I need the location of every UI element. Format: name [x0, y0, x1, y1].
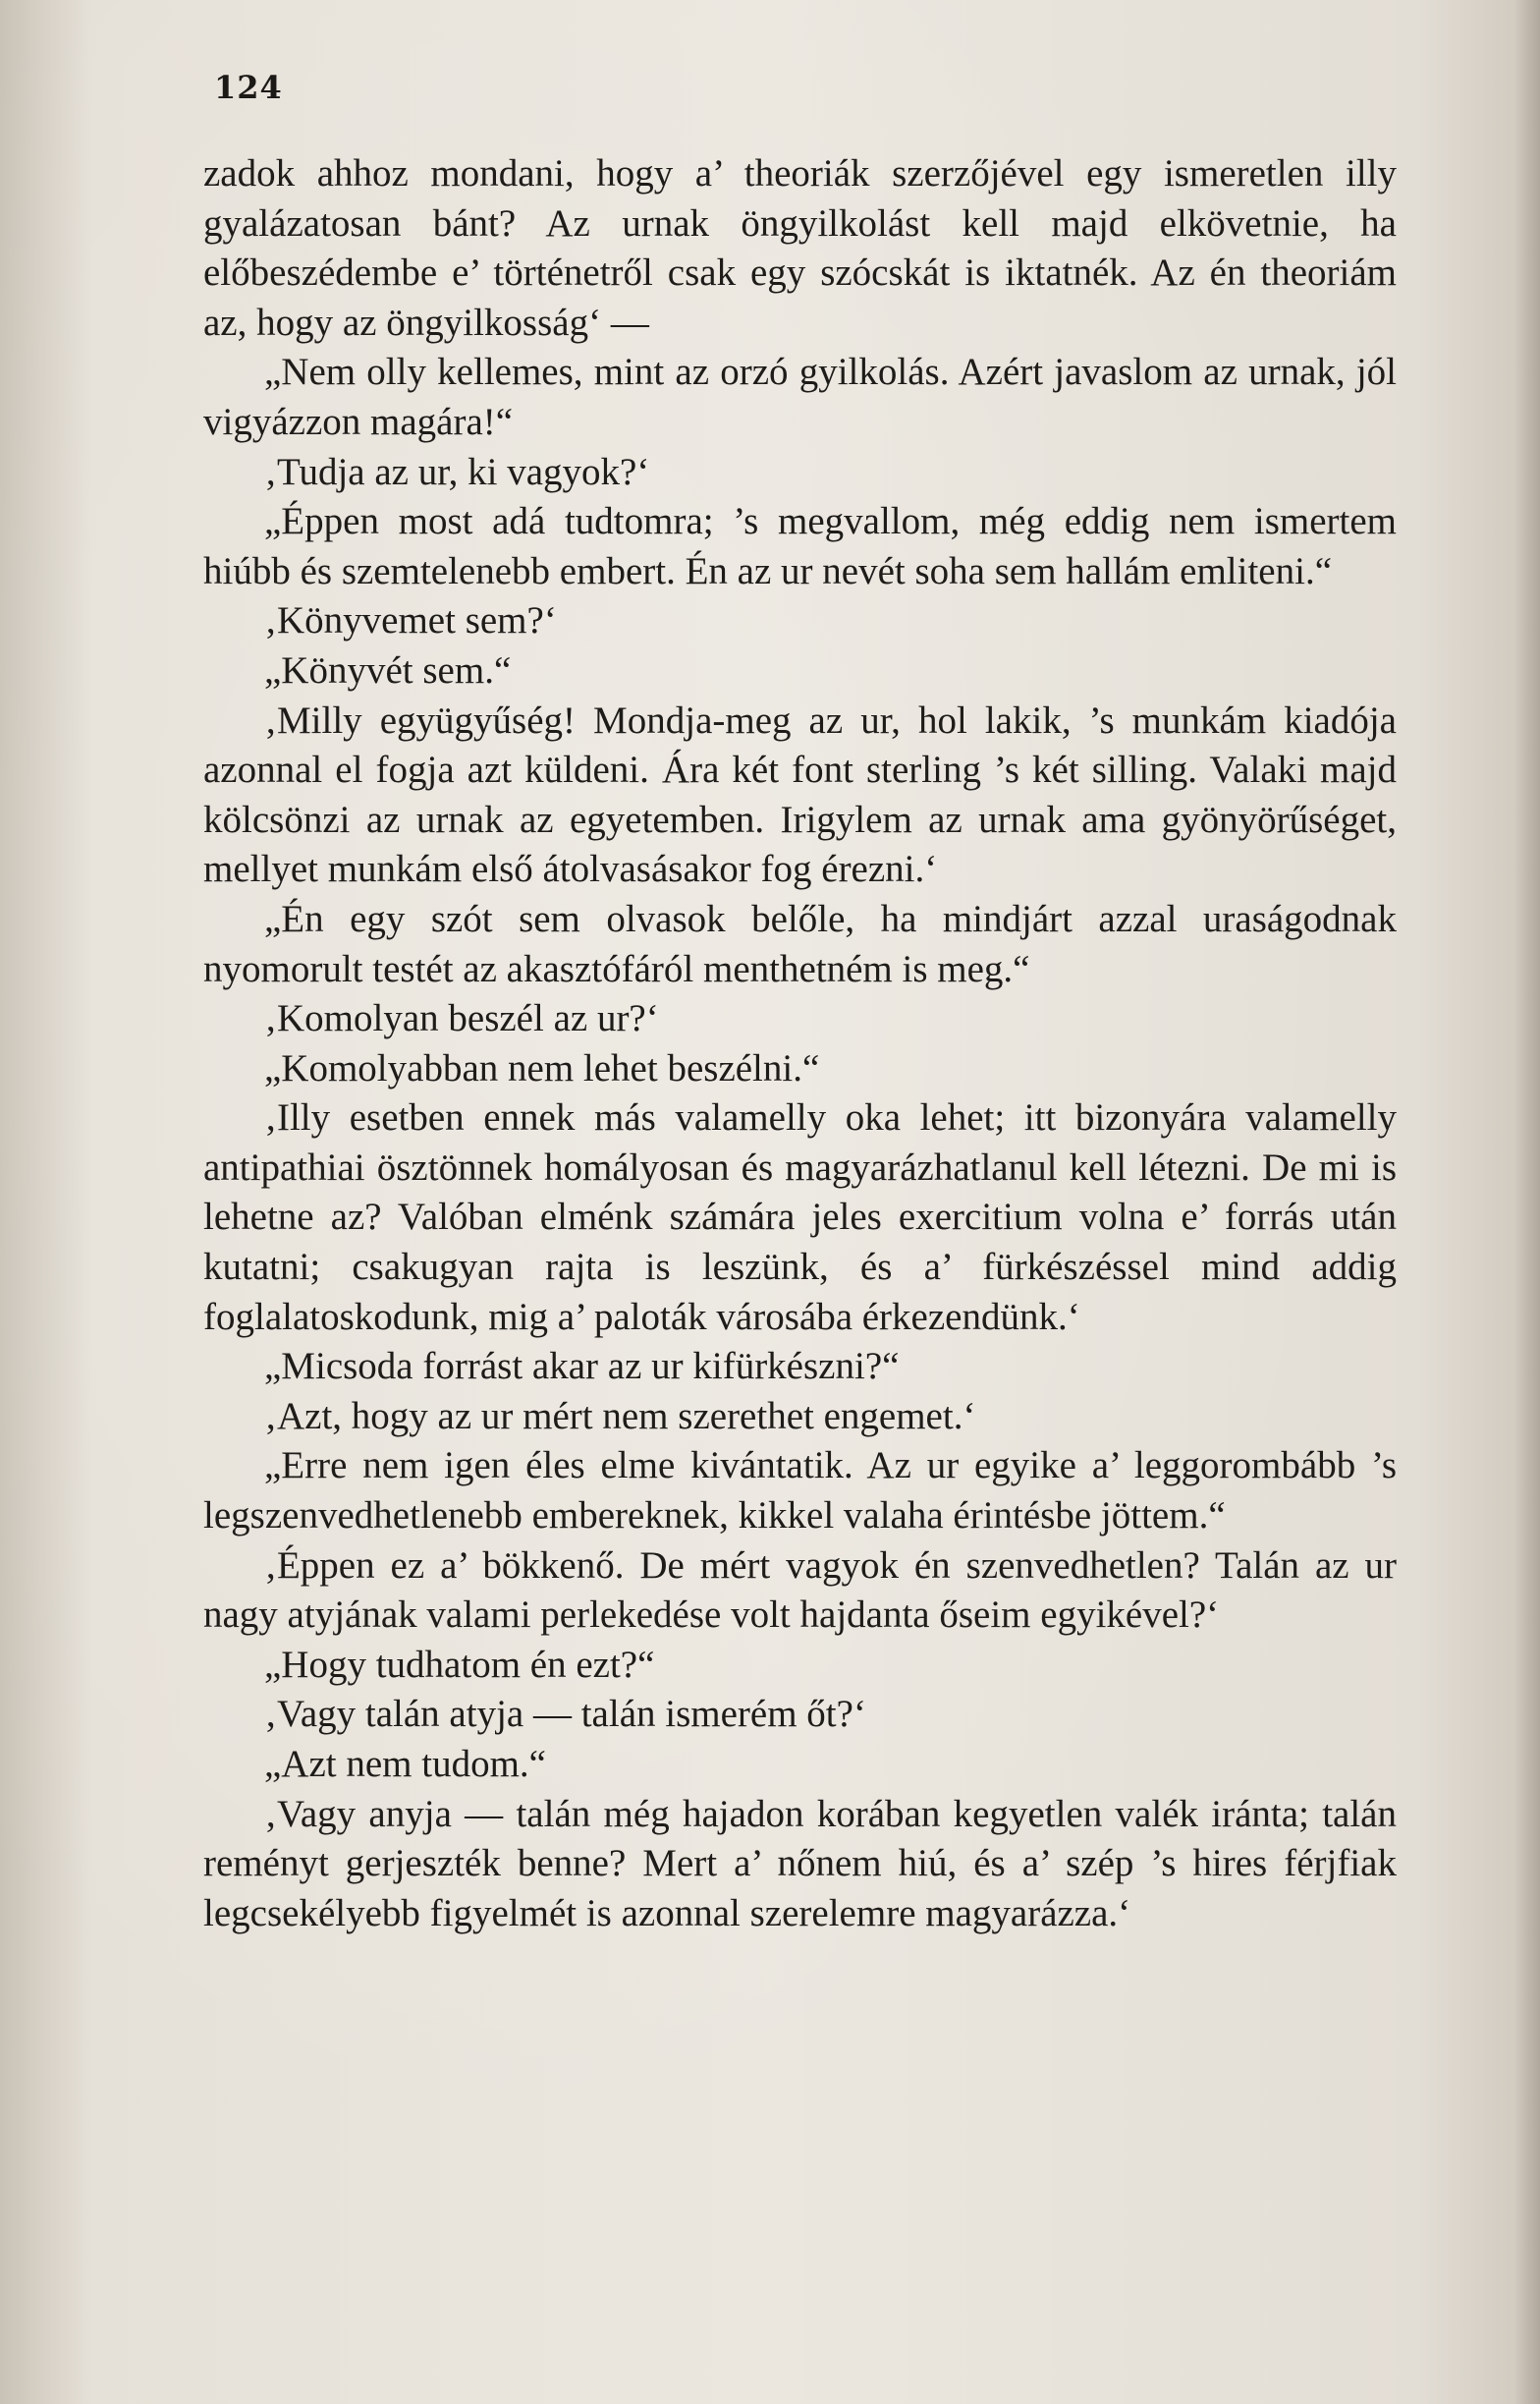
- paragraph: „Éppen most adá tudtomra; ’s megvallom, még eddig nem ismertem hiúbb és szemtelenebb embert. Én az ur nevét soha sem hallám emliteni.“: [203, 500, 1397, 592]
- paragraph: „Hogy tudhatom én ezt?“: [264, 1643, 655, 1686]
- paragraph: ‚Vagy talán atyja — talán ismerém őt?‘: [264, 1693, 866, 1736]
- paragraph: ‚Azt, hogy az ur mért nem szerethet engemet.‘: [264, 1394, 976, 1437]
- body-text: [203, 149, 1397, 1938]
- paragraph: ‚Vagy anyja — talán még hajadon korában kegyetlen valék iránta; talán reményt gerjeszték benne? Mert a’ nőnem hiú, és a’ szép ’s hires férjfiak legcsekélyebb figyelmét is azonnal szerelemre magyarázza.‘: [203, 1792, 1397, 1934]
- paragraph: ‚Milly együgyűség! Mondja-meg az ur, hol lakik, ’s munkám kiadója azonnal el fogja azt küldeni. Ára két font sterling ’s két silling. Valaki majd kölcsönzi az urnak az egyetemben. Irigylem az urnak ama gyönyörűséget, mellyet munkám első átolvasásakor fog érezni.‘: [203, 699, 1397, 891]
- paragraph: ‚Illy esetben ennek más valamelly oka lehet; itt bizonyára valamelly antipathiai ösztönnek homályosan és magyarázhatlanul kell létezni. De mi is lehetne az? Valóban elménk számára jeles exercitium volna e’ forrás után kutatni; csakugyan rajta is leszünk, és a’ fürkészéssel mind addig foglalatoskodunk, mig a’ paloták városába érkezendünk.‘: [203, 1096, 1397, 1338]
- paragraph: ‚Könyvemet sem?‘: [264, 599, 557, 643]
- paragraph: „Könyvét sem.“: [264, 648, 512, 692]
- paragraph: „Nem olly kellemes, mint az orzó gyilkolás. Azért javaslom az urnak, jól vigyázzon magára!“: [203, 351, 1397, 443]
- paragraph: ‚Tudja az ur, ki vagyok?‘: [264, 450, 650, 493]
- paragraph: ‚Komolyan beszél az ur?‘: [264, 997, 659, 1040]
- paragraph: „Én egy szót sem olvasok belőle, ha mindjárt azzal uraságodnak nyomorult testét az akasztófáról menthetném is meg.“: [203, 897, 1397, 990]
- paragraph: zadok ahhoz mondani, hogy a’ theoriák szerzőjével egy ismeretlen illy gyalázatosan bánt? Az urnak öngyilkolást kell majd elkövetnie, ha előbeszédembe e’ történetről csak egy szócskát is iktatnék. Az én theoriám az, hogy az öngyilkosság‘ —: [203, 152, 1397, 344]
- paragraph: „Azt nem tudom.“: [264, 1743, 546, 1785]
- page-number: 124: [214, 69, 283, 106]
- paragraph: ‚Éppen ez a’ bökkenő. De mért vagyok én szenvedhetlen? Talán az ur nagy atyjának valami perlekedése volt hajdanta őseim egyikével?‘: [203, 1543, 1397, 1637]
- paragraph: „Erre nem igen éles elme kivántatik. Az ur egyike a’ leggorombább ’s legszenvedhetlenebb embereknek, kikkel valaha érintésbe jöttem.“: [203, 1444, 1397, 1537]
- page-edge-shadow: [1514, 0, 1540, 2404]
- paragraph: „Micsoda forrást akar az ur kifürkészni?“: [264, 1345, 900, 1388]
- paragraph: „Komolyabban nem lehet beszélni.“: [264, 1046, 820, 1090]
